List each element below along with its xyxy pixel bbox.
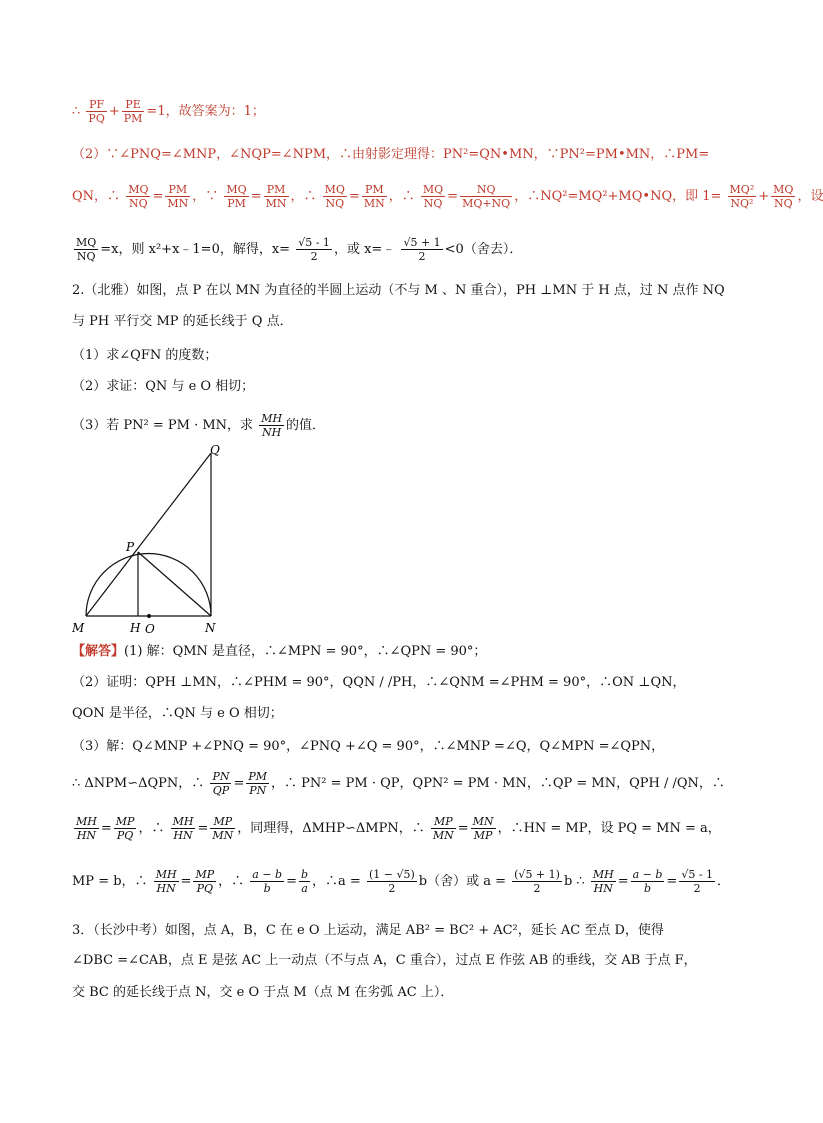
fraction: $\frac{PF}{PQ}$ (88, 98, 105, 125)
problem2-question-1: （1）求∠QFN 的度数； (72, 348, 218, 363)
label-m: M (72, 621, 85, 635)
answer-part-2b: QON 是半径，∴QN 与 e O 相切； (72, 706, 283, 721)
problem2-question-2: （2）求证：QN 与 e O 相切； (72, 379, 255, 394)
problem3-line-1: 3．（长沙中考）如图，点 A，B，C 在 e O 上运动，满足 AB² = BC² + AC²，延长 AC 至点 D，使得 (72, 923, 664, 938)
semicircle-arc (86, 554, 211, 617)
label-p: P (126, 540, 135, 554)
problem2-statement-2: 与 PH 平行交 MP 的延长线于 Q 点． (72, 314, 293, 329)
solution-line-4: $\frac{MQ}{NQ}$ =x，则 x²+x﹣1=0，解得，x= $\frac{√5 - 1}{2}$ ，或 x=﹣ $\frac{√5 + 1}{2}$ <0（舍去）． (76, 236, 523, 263)
line-pn (138, 552, 211, 616)
fraction: $\frac{PE}{PM}$ (123, 98, 143, 125)
label-n: N (205, 621, 216, 635)
answer-part-3d: MP = b，∴ $\frac{MH}{HN}$ = $\frac{MP}{PQ}$ ，∴ $\frac{a - b}{b}$ = $\frac{b}{a}$ ，∴a = $\frac{(1 - √5)}{2}$ b（舍）或 a = $\frac{(√5 + 1)}{2}$ b ∴ $\frac{MH}{HN}$ = $\frac{a - b}{b}$ = $\frac{√5 - 1}{2}$ ． (72, 868, 731, 895)
answer-part-3a: （3）解：Q∠MNP +∠PNQ = 90°，∠PNQ +∠Q = 90°，∴∠MNP =∠Q，Q∠MPN =∠QPN， (72, 739, 665, 754)
label-h: H (130, 621, 141, 635)
problem3-line-2: ∠DBC =∠CAB，点 E 是弦 AC 上一动点（不与点 A，C 重合），过点 E 作弦 AB 的垂线，交 AB 于点 F， (72, 953, 697, 968)
solution-line-1: ∴ $\frac{PF}{PQ}$ + $\frac{PE}{PM}$ =1，故答案为：1； (72, 98, 265, 125)
solution-line-3: QN，∴ $\frac{MQ}{NQ}$ = $\frac{PM}{MN}$ ，∵ $\frac{MQ}{PM}$ = $\frac{PM}{MN}$ ，∴ $\frac{MQ}{NQ}$ = $\frac{PM}{MN}$ ，∴ $\frac{MQ}{NQ}$ = $\frac{NQ}{MQ+NQ}$ ，∴NQ²=MQ²+MQ•NQ，即 1= $\frac{\text{MQ²}}{\text{NQ²}}$ + $\frac{MQ}{NQ}$ ，设 (72, 183, 823, 210)
line-mq (86, 453, 211, 616)
answer-part-3b: ∴ ΔNPM∽ΔQPN，∴ $\frac{PN}{QP}$ = $\frac{PM}{PN}$ ，∴ PN² = PM · QP，QPN² = PM · MN，∴QP = MN，QPH / /QN，∴ (72, 770, 725, 797)
problem2-statement-1: 2.（北雅）如图，点 P 在以 MN 为直径的半圆上运动（不与 M 、N 重合），PH ⊥MN 于 H 点，过 N 点作 NQ (72, 283, 725, 298)
label-q: Q (210, 443, 220, 457)
answer-part-2a: （2）证明：QPH ⊥MN，∴∠PHM = 90°，QQN / /PH，∴∠QNM =∠PHM = 90°，∴ON ⊥QN， (72, 675, 686, 690)
problem2-question-3: （3）若 PN² = PM · MN，求 $\frac{MH}{NH}$ 的值． (72, 412, 326, 439)
solution-line-2: （2）∵∠PNQ=∠MNP，∠NQP=∠NPM，∴由射影定理得：PN²=QN•MN，∵PN²=PM•MN，∴PM= (72, 147, 710, 162)
problem3-line-3: 交 BC 的延长线于点 N，交 e O 于点 M（点 M 在劣弧 AC 上）． (72, 985, 454, 1000)
center-point-o (147, 614, 151, 618)
geometry-figure (66, 440, 236, 640)
answer-tag: 【解答】 (72, 644, 125, 659)
answer-part-1: 【解答】(1) 解：QMN 是直径，∴∠MPN = 90°，∴∠QPN = 90°； (72, 644, 487, 659)
answer-part-3c: $\frac{MH}{HN}$ = $\frac{MP}{PQ}$ ，∴ $\frac{MH}{HN}$ = $\frac{MP}{MN}$ ，同理得，ΔMHP∽ΔMPN，∴ $\frac{MP}{MN}$ = $\frac{MN}{MP}$ ，∴HN = MP，设 PQ = MN = a， (76, 815, 721, 842)
label-o: O (145, 622, 155, 636)
